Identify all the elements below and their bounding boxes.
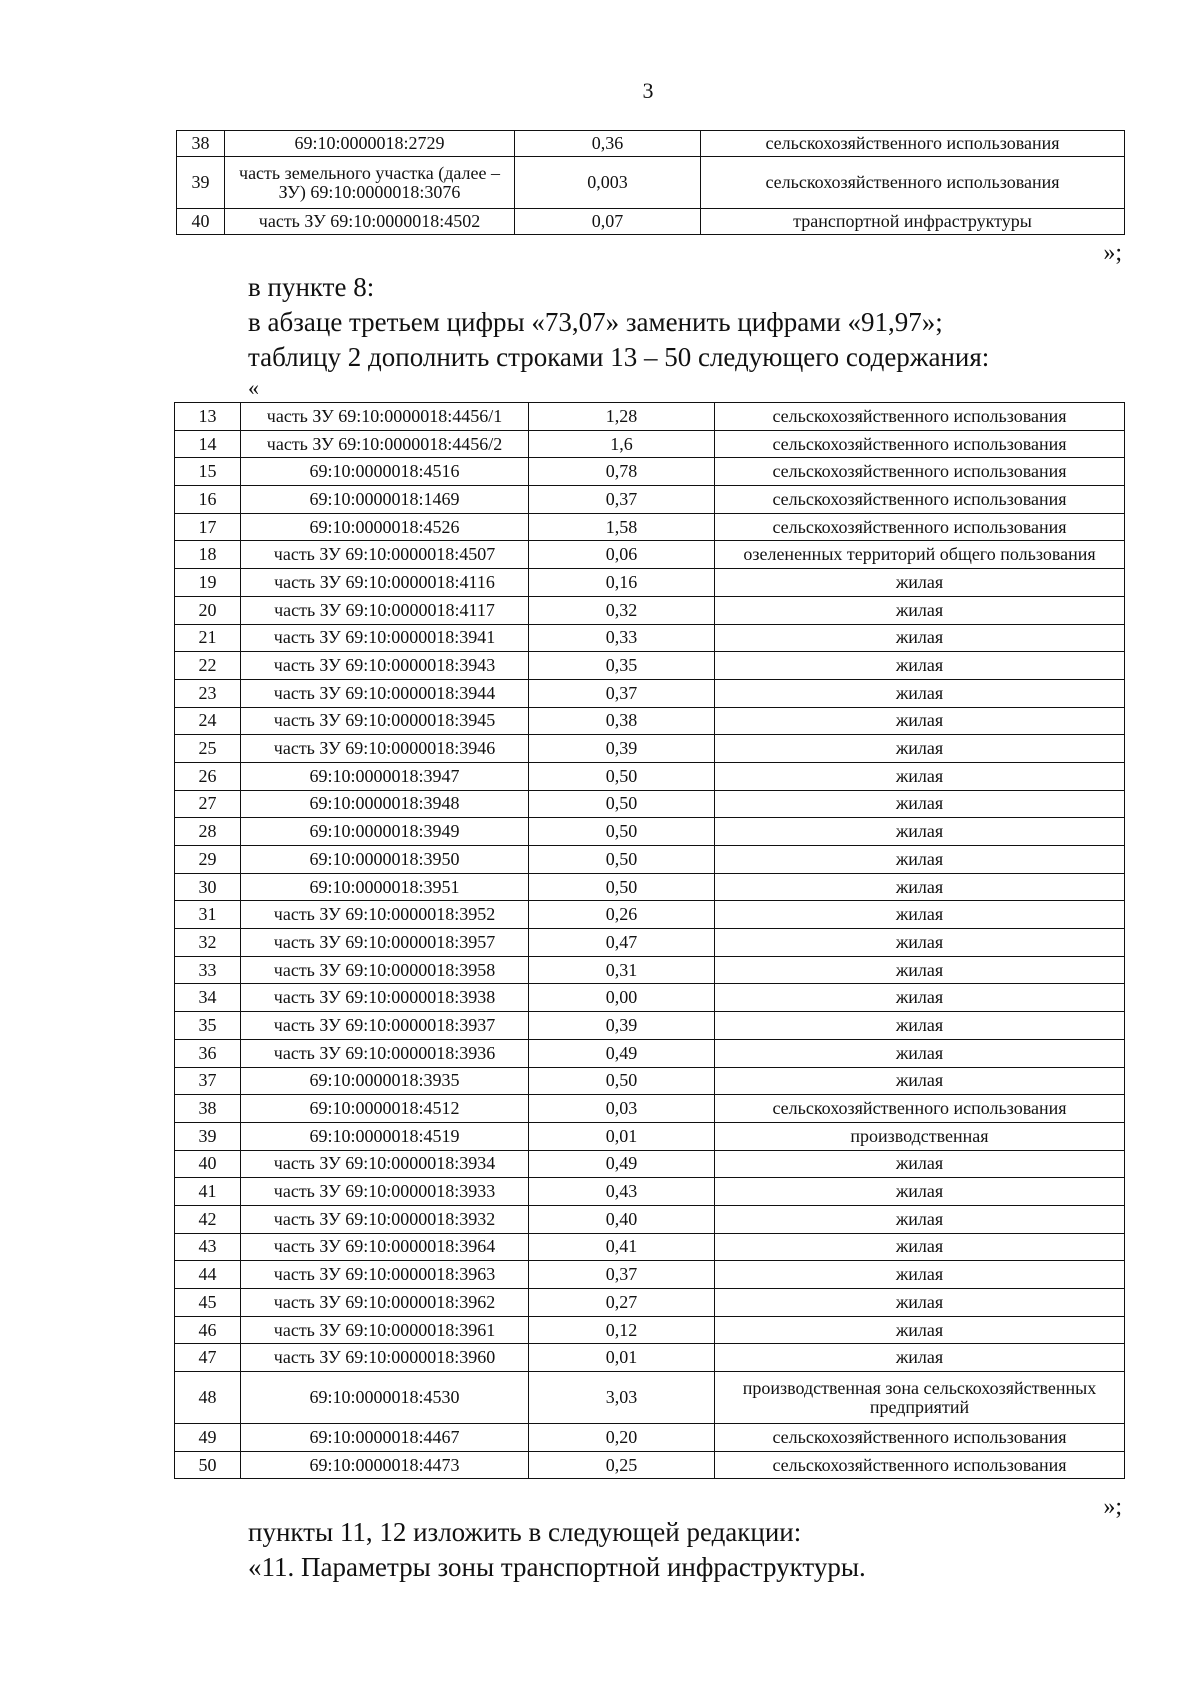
row-number-cell: 23 [175, 679, 241, 707]
table-row [175, 1451, 1125, 1479]
plot-area-cell: 3,03 [529, 1372, 715, 1424]
table-row [175, 1150, 1125, 1178]
zone-type-cell: сельскохозяйственного использования [701, 131, 1125, 157]
row-number-cell: 19 [175, 569, 241, 597]
table-row [175, 486, 1125, 514]
row-number-cell: 38 [175, 1095, 241, 1123]
zone-type-cell: производственная [715, 1122, 1125, 1150]
table-row [175, 403, 1125, 431]
zone-type-cell: жилая [715, 1012, 1125, 1040]
paragraph-replace-figures: в абзаце третьем цифры «73,07» заменить цифрами «91,97»; [248, 307, 943, 337]
plot-area-cell: 1,58 [529, 513, 715, 541]
row-number-cell: 15 [175, 458, 241, 486]
plot-cadastral-number-cell: часть ЗУ 69:10:0000018:3937 [241, 1012, 529, 1040]
plot-cadastral-number-cell: часть ЗУ 69:10:0000018:3952 [241, 901, 529, 929]
plot-area-cell: 1,28 [529, 403, 715, 431]
row-number-cell: 50 [175, 1451, 241, 1479]
row-number-cell: 47 [175, 1344, 241, 1372]
row-number-cell: 17 [175, 513, 241, 541]
plot-cadastral-number-cell: 69:10:0000018:3935 [241, 1067, 529, 1095]
plot-area-cell: 0,50 [529, 873, 715, 901]
row-number-cell: 29 [175, 846, 241, 874]
plot-area-cell: 0,31 [529, 956, 715, 984]
table-row [175, 735, 1125, 763]
table-row [175, 762, 1125, 790]
row-number-cell: 14 [175, 430, 241, 458]
plot-cadastral-number-cell: часть ЗУ 69:10:0000018:3962 [241, 1289, 529, 1317]
plot-cadastral-number-cell: часть ЗУ 69:10:0000018:4117 [241, 596, 529, 624]
table-row [175, 1067, 1125, 1095]
plot-cadastral-number-cell: часть ЗУ 69:10:0000018:3964 [241, 1233, 529, 1261]
plot-area-cell: 0,50 [529, 762, 715, 790]
plot-area-cell: 0,41 [529, 1233, 715, 1261]
table-row [177, 157, 1125, 209]
table-row [175, 1012, 1125, 1040]
table-row [175, 679, 1125, 707]
plot-cadastral-number-cell: часть ЗУ 69:10:0000018:3933 [241, 1178, 529, 1206]
zone-type-cell: жилая [715, 1150, 1125, 1178]
plot-cadastral-number-cell: 69:10:0000018:4473 [241, 1451, 529, 1479]
row-number-cell: 22 [175, 652, 241, 680]
plot-area-cell: 0,00 [529, 984, 715, 1012]
plot-cadastral-number-cell: часть ЗУ 69:10:0000018:3938 [241, 984, 529, 1012]
plot-area-cell: 0,25 [529, 1451, 715, 1479]
plot-cadastral-number-cell: 69:10:0000018:1469 [241, 486, 529, 514]
plot-area-cell: 0,50 [529, 846, 715, 874]
zone-type-cell: жилая [715, 1067, 1125, 1095]
row-number-cell: 42 [175, 1205, 241, 1233]
zone-type-cell: жилая [715, 569, 1125, 597]
table-row [175, 818, 1125, 846]
zone-type-cell: жилая [715, 846, 1125, 874]
table-row [175, 1178, 1125, 1206]
row-number-cell: 18 [175, 541, 241, 569]
plot-area-cell: 0,27 [529, 1289, 715, 1317]
plot-area-cell: 0,36 [515, 131, 701, 157]
row-number-cell: 36 [175, 1039, 241, 1067]
plot-area-cell: 0,37 [529, 486, 715, 514]
plot-area-cell: 0,35 [529, 652, 715, 680]
plot-cadastral-number-cell: часть ЗУ 69:10:0000018:3943 [241, 652, 529, 680]
table-2-body [175, 403, 1125, 1479]
table-row [175, 956, 1125, 984]
zone-type-cell: жилая [715, 1261, 1125, 1289]
zone-type-cell: жилая [715, 652, 1125, 680]
plot-cadastral-number-cell: 69:10:0000018:3951 [241, 873, 529, 901]
plot-area-cell: 0,26 [529, 901, 715, 929]
paragraph-points-11-12: пункты 11, 12 изложить в следующей редакции: [248, 1517, 802, 1547]
table-row [175, 1316, 1125, 1344]
row-number-cell: 20 [175, 596, 241, 624]
zone-type-cell: сельскохозяйственного использования [715, 458, 1125, 486]
plot-cadastral-number-cell: часть ЗУ 69:10:0000018:3957 [241, 929, 529, 957]
plot-cadastral-number-cell: часть земельного участка (далее – ЗУ) 69:10:0000018:3076 [225, 157, 515, 209]
plot-cadastral-number-cell: часть ЗУ 69:10:0000018:3934 [241, 1150, 529, 1178]
paragraph-point-11-title: «11. Параметры зоны транспортной инфраструктуры. [248, 1552, 866, 1582]
table-row [175, 1261, 1125, 1289]
plot-area-cell: 0,39 [529, 1012, 715, 1040]
zone-type-cell: сельскохозяйственного использования [715, 430, 1125, 458]
row-number-cell: 34 [175, 984, 241, 1012]
table-row [175, 929, 1125, 957]
zone-type-cell: жилая [715, 624, 1125, 652]
zone-type-cell: сельскохозяйственного использования [715, 403, 1125, 431]
table-row [175, 1424, 1125, 1452]
table-row [175, 1095, 1125, 1123]
plot-cadastral-number-cell: часть ЗУ 69:10:0000018:3944 [241, 679, 529, 707]
plot-area-cell: 0,01 [529, 1344, 715, 1372]
zone-type-cell: жилая [715, 1205, 1125, 1233]
table-row [175, 707, 1125, 735]
row-number-cell: 39 [175, 1122, 241, 1150]
plot-cadastral-number-cell: 69:10:0000018:4512 [241, 1095, 529, 1123]
table-row [175, 1372, 1125, 1424]
zone-type-cell: производственная зона сельскохозяйственных предприятий [715, 1372, 1125, 1424]
table-row [177, 131, 1125, 157]
zone-type-cell: озелененных территорий общего пользования [715, 541, 1125, 569]
plot-area-cell: 0,49 [529, 1039, 715, 1067]
table-row [175, 984, 1125, 1012]
table-row [175, 790, 1125, 818]
row-number-cell: 25 [175, 735, 241, 763]
row-number-cell: 26 [175, 762, 241, 790]
plot-area-cell: 0,50 [529, 1067, 715, 1095]
row-number-cell: 30 [175, 873, 241, 901]
zone-type-cell: жилая [715, 901, 1125, 929]
row-number-cell: 28 [175, 818, 241, 846]
zone-type-cell: жилая [715, 1039, 1125, 1067]
zone-type-cell: жилая [715, 790, 1125, 818]
closing-quote-2: »; [1103, 1494, 1122, 1520]
zone-type-cell: сельскохозяйственного использования [715, 1095, 1125, 1123]
zone-type-cell: сельскохозяйственного использования [715, 513, 1125, 541]
row-number-cell: 44 [175, 1261, 241, 1289]
table-row [175, 458, 1125, 486]
table-row [175, 1289, 1125, 1317]
plot-area-cell: 0,06 [529, 541, 715, 569]
row-number-cell: 39 [177, 157, 225, 209]
zone-type-cell: жилая [715, 735, 1125, 763]
plot-area-cell: 0,003 [515, 157, 701, 209]
plot-cadastral-number-cell: часть ЗУ 69:10:0000018:3932 [241, 1205, 529, 1233]
closing-quote: »; [1103, 240, 1122, 266]
row-number-cell: 21 [175, 624, 241, 652]
zone-type-cell: жилая [715, 956, 1125, 984]
paragraph-table-2-rows: таблицу 2 дополнить строками 13 – 50 следующего содержания: [248, 342, 990, 372]
zone-type-cell: сельскохозяйственного использования [715, 1451, 1125, 1479]
plot-cadastral-number-cell: часть ЗУ 69:10:0000018:4456/1 [241, 403, 529, 431]
plot-cadastral-number-cell: часть ЗУ 69:10:0000018:3945 [241, 707, 529, 735]
row-number-cell: 16 [175, 486, 241, 514]
row-number-cell: 31 [175, 901, 241, 929]
plot-area-cell: 0,03 [529, 1095, 715, 1123]
plot-area-cell: 0,78 [529, 458, 715, 486]
plot-cadastral-number-cell: часть ЗУ 69:10:0000018:3946 [241, 735, 529, 763]
plot-cadastral-number-cell: часть ЗУ 69:10:0000018:4507 [241, 541, 529, 569]
zone-type-cell: жилая [715, 1289, 1125, 1317]
table-row [175, 1205, 1125, 1233]
row-number-cell: 35 [175, 1012, 241, 1040]
row-number-cell: 40 [175, 1150, 241, 1178]
plot-cadastral-number-cell: часть ЗУ 69:10:0000018:3958 [241, 956, 529, 984]
plot-cadastral-number-cell: 69:10:0000018:4526 [241, 513, 529, 541]
plot-area-cell: 0,20 [529, 1424, 715, 1452]
table-row [175, 430, 1125, 458]
plot-cadastral-number-cell: 69:10:0000018:3950 [241, 846, 529, 874]
zone-type-cell: жилая [715, 1344, 1125, 1372]
table-row [175, 901, 1125, 929]
plot-area-cell: 0,33 [529, 624, 715, 652]
zone-type-cell: жилая [715, 1178, 1125, 1206]
plot-cadastral-number-cell: часть ЗУ 69:10:0000018:4116 [241, 569, 529, 597]
table-row [175, 652, 1125, 680]
plot-cadastral-number-cell: 69:10:0000018:4467 [241, 1424, 529, 1452]
zone-type-cell: жилая [715, 873, 1125, 901]
row-number-cell: 37 [175, 1067, 241, 1095]
zone-type-cell: сельскохозяйственного использования [715, 486, 1125, 514]
table-row [175, 569, 1125, 597]
table-row [175, 1344, 1125, 1372]
plot-cadastral-number-cell: 69:10:0000018:3948 [241, 790, 529, 818]
row-number-cell: 49 [175, 1424, 241, 1452]
row-number-cell: 27 [175, 790, 241, 818]
plot-area-cell: 0,49 [529, 1150, 715, 1178]
plot-cadastral-number-cell: часть ЗУ 69:10:0000018:4502 [225, 209, 515, 235]
zone-type-cell: жилая [715, 1233, 1125, 1261]
page-number: 3 [642, 78, 654, 103]
table-row [175, 1039, 1125, 1067]
table-row [175, 846, 1125, 874]
plot-cadastral-number-cell: часть ЗУ 69:10:0000018:3963 [241, 1261, 529, 1289]
row-number-cell: 45 [175, 1289, 241, 1317]
zone-type-cell: жилая [715, 707, 1125, 735]
plot-area-cell: 0,40 [529, 1205, 715, 1233]
plot-cadastral-number-cell: 69:10:0000018:2729 [225, 131, 515, 157]
plot-cadastral-number-cell: часть ЗУ 69:10:0000018:3961 [241, 1316, 529, 1344]
row-number-cell: 48 [175, 1372, 241, 1424]
row-number-cell: 41 [175, 1178, 241, 1206]
zone-type-cell: сельскохозяйственного использования [701, 157, 1125, 209]
plot-area-cell: 0,43 [529, 1178, 715, 1206]
plot-area-cell: 1,6 [529, 430, 715, 458]
plot-cadastral-number-cell: часть ЗУ 69:10:0000018:4456/2 [241, 430, 529, 458]
zone-type-cell: жилая [715, 762, 1125, 790]
plot-area-cell: 0,07 [515, 209, 701, 235]
plot-area-cell: 0,12 [529, 1316, 715, 1344]
zone-type-cell: жилая [715, 929, 1125, 957]
zone-type-cell: жилая [715, 596, 1125, 624]
plot-area-cell: 0,47 [529, 929, 715, 957]
plot-cadastral-number-cell: 69:10:0000018:3947 [241, 762, 529, 790]
table-2 [174, 402, 1125, 1479]
plot-area-cell: 0,01 [529, 1122, 715, 1150]
table-1-body [177, 131, 1125, 235]
table-row [175, 624, 1125, 652]
zone-type-cell: жилая [715, 1316, 1125, 1344]
table-row [175, 873, 1125, 901]
row-number-cell: 46 [175, 1316, 241, 1344]
plot-cadastral-number-cell: 69:10:0000018:4516 [241, 458, 529, 486]
zone-type-cell: жилая [715, 818, 1125, 846]
table-row [177, 209, 1125, 235]
plot-area-cell: 0,16 [529, 569, 715, 597]
row-number-cell: 43 [175, 1233, 241, 1261]
plot-cadastral-number-cell: часть ЗУ 69:10:0000018:3941 [241, 624, 529, 652]
zone-type-cell: сельскохозяйственного использования [715, 1424, 1125, 1452]
zone-type-cell: жилая [715, 679, 1125, 707]
plot-area-cell: 0,39 [529, 735, 715, 763]
plot-area-cell: 0,37 [529, 1261, 715, 1289]
row-number-cell: 13 [175, 403, 241, 431]
plot-cadastral-number-cell: 69:10:0000018:3949 [241, 818, 529, 846]
paragraph-point-8: в пункте 8: [248, 272, 375, 302]
plot-area-cell: 0,32 [529, 596, 715, 624]
plot-cadastral-number-cell: часть ЗУ 69:10:0000018:3936 [241, 1039, 529, 1067]
plot-cadastral-number-cell: 69:10:0000018:4519 [241, 1122, 529, 1150]
table-row [175, 596, 1125, 624]
table-row [175, 1122, 1125, 1150]
table-row [175, 513, 1125, 541]
table-1 [176, 130, 1125, 235]
plot-cadastral-number-cell: 69:10:0000018:4530 [241, 1372, 529, 1424]
plot-area-cell: 0,37 [529, 679, 715, 707]
row-number-cell: 32 [175, 929, 241, 957]
zone-type-cell: жилая [715, 984, 1125, 1012]
table-row [175, 541, 1125, 569]
plot-area-cell: 0,38 [529, 707, 715, 735]
plot-area-cell: 0,50 [529, 818, 715, 846]
table-row [175, 1233, 1125, 1261]
zone-type-cell: транспортной инфраструктуры [701, 209, 1125, 235]
opening-quote: « [248, 375, 259, 400]
row-number-cell: 40 [177, 209, 225, 235]
row-number-cell: 33 [175, 956, 241, 984]
plot-area-cell: 0,50 [529, 790, 715, 818]
plot-cadastral-number-cell: часть ЗУ 69:10:0000018:3960 [241, 1344, 529, 1372]
row-number-cell: 24 [175, 707, 241, 735]
row-number-cell: 38 [177, 131, 225, 157]
